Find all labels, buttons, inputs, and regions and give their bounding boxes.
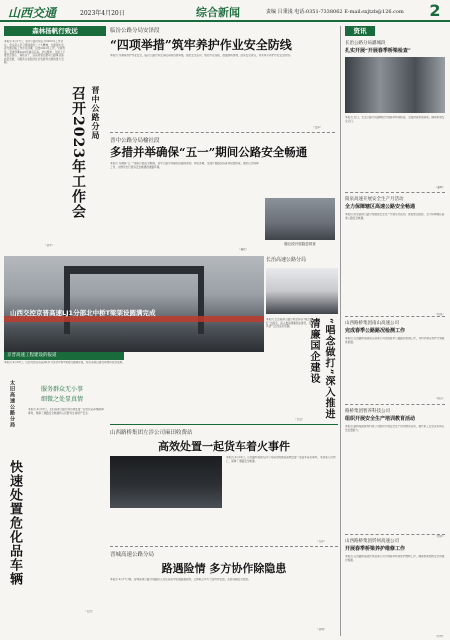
fire-truck-photo: [110, 456, 222, 508]
divider: [345, 404, 445, 405]
brief-source: （忻州）: [434, 635, 445, 638]
issue-date: 2023年4月20日: [80, 10, 125, 17]
brief-subtitle: 开展春季桥梁养护维修工作: [345, 546, 406, 552]
story-tag: 晋中公路分局榆社段: [110, 138, 160, 144]
left-top-story: [4, 26, 106, 252]
story-byline-vertical: 晋中公路分局: [91, 86, 101, 140]
brief-source: （智养）: [434, 535, 445, 538]
story-headline: “四项举措”筑牢养护作业安全防线: [110, 38, 292, 52]
brief-source: （潞城）: [434, 186, 445, 189]
story-kicker: 细微之处显真情: [40, 396, 83, 403]
story-tag: 晋城高速公路分局: [110, 552, 155, 558]
brief-photo: [345, 57, 445, 113]
story-headline: “唱念做打”深入推进清廉国企建设: [308, 318, 334, 420]
divider: [345, 316, 445, 317]
story-source: （长治）: [294, 418, 305, 421]
gantry-beam: [64, 266, 204, 274]
middle-story: [110, 136, 335, 254]
brief-title: 阳泉高速开展安全生产月活动: [345, 197, 404, 202]
photo-overlay-text: 山西交控京晋高速LJ1分部北中桥T梁架设圆满完成: [10, 309, 156, 317]
middle-top-story: [110, 26, 335, 131]
bottom-story-1: [110, 424, 338, 544]
brief-title: 路桥集团智养科技公司: [345, 409, 390, 414]
brief-body: 本报讯 山西路桥集团忻州高速公司开展春季桥梁养护维修工作，确保桥梁结构安全和通行畅通。: [345, 555, 445, 562]
divider: [110, 424, 338, 425]
brief-body: 本报讯 山西路桥集团南山高速公司完成春季公路路况检测工作，为科学制定养护计划提供依据。: [345, 337, 445, 344]
brief-item: [345, 320, 445, 401]
story-tag: 长治高速公路分局: [266, 257, 307, 263]
story-tag: 太旧高速公路分局: [9, 380, 15, 428]
center-column-story: [266, 256, 338, 424]
story-kicker: 服务群众无小事: [40, 386, 83, 393]
divider: [345, 192, 445, 193]
bridge-photo: [4, 256, 264, 352]
story-headline: 快速处置危化品车辆: [7, 460, 22, 586]
brief-item: [345, 40, 445, 190]
divider: [110, 132, 335, 133]
story-source: （左涉）: [316, 540, 327, 543]
brief-subtitle: 组织开展安全生产培训教育活动: [345, 416, 416, 422]
left-bottom-story: [4, 380, 106, 636]
brief-source: （南山）: [434, 397, 445, 400]
bottom-story-2: [110, 546, 338, 636]
big-photo-block: [4, 256, 264, 370]
divider: [110, 546, 338, 547]
gantry-leg: [198, 274, 204, 334]
photo-body: 本报讯 4月18日，山西交控京晋高速LJ1分部北中桥T梁架设圆满完成，标志着项目建设取得阶段性成果。: [4, 361, 125, 364]
section-title: 综合新闻: [196, 6, 240, 19]
masthead: [0, 0, 450, 22]
masthead-rule: [0, 20, 450, 22]
story-body: 本报讯 4月17日晚，晋城高速公路分局路政人员在巡查中发现路面险情，立即联合多方力量协作处置，及时消除安全隐患。: [110, 578, 251, 581]
brief-body: 本报讯 近日，长治公路分局潞城段开展春季桥梁检查，全面排查桥梁病害，确保桥梁安全运行。: [345, 116, 445, 123]
inline-photo: [265, 198, 335, 240]
story-headline: 高效处置一起货车着火事件: [158, 440, 290, 453]
story-body: 本报讯 4月16日，太旧高速公路分局迅速处置一起危化品车辆故障事件，保障了道路安全畅通和人民群众生命财产安全。: [28, 408, 104, 415]
brief-subtitle: 扎实开展“开展春季桥梁检查”: [345, 48, 411, 54]
brief-subtitle: 全力保障辖区高速公路安全畅通: [345, 204, 416, 210]
photo-note: 京晋高速工程建设的报道: [4, 352, 124, 360]
meeting-photo: [266, 268, 338, 314]
brief-body: 本报讯 阳泉高速公路分局围绕安全生产开展系列活动，排查整治隐患，全力保障辖区高速公路安全畅通。: [345, 213, 445, 220]
story-tag: 山西路桥集团左涉公司麻田收费站: [110, 430, 193, 436]
story-headline: 多措并举确保“五一”期间公路安全畅通: [110, 145, 308, 159]
brief-item: [345, 538, 445, 639]
brief-title: 山西路桥集团南山高速公司: [345, 321, 399, 326]
story-body: 本报讯 4月19日，山西路桥集团左涉公司麻田收费站高效处置一起货车着火事件，未造成人员伤亡，保障了道路安全畅通。: [226, 456, 336, 463]
photo-caption: 榆社段开展隐患排查: [284, 242, 316, 246]
story-body: 本报讯 长治高速公路分局坚持以“唱念做打”为抓手，深入推进清廉国企建设，营造风清气正的良好氛围。: [266, 318, 315, 328]
story-headline: 召开2023年工作会: [70, 86, 86, 219]
story-body: 本报讯 4月17日，晋中公路分局召开2023年工作会议。会议深入学习贯彻党的二十大精神，全面落实全省交通运输工作会议部署，总结2022年工作，分析形势，安排部署2023年重点任务。会议要求，全局上下要坚定信心、真抓实干，以奋进姿态推动公路事业高质量发展，为服务全省经济社会发展作出新的更大贡献。: [4, 40, 66, 64]
story-source: （晋中）: [44, 244, 55, 247]
brief-title: 长治公路分局潞城段: [345, 41, 386, 46]
story-body: 本报讯 为确保“五一”期间公路安全畅通，晋中公路分局榆社段提前谋划、周密部署，全面开展路况巡查和隐患排查，做好应急保障工作，为群众出行营造安全畅通的道路环境。: [110, 162, 259, 169]
column-header: 资讯: [345, 26, 375, 36]
editor-info: 责编 吕秉浅 电话:0351-7338062 E-mail:sxjtzb@126.com: [266, 9, 404, 15]
divider: [345, 534, 445, 535]
brief-title: 山西路桥集团忻州高速公司: [345, 539, 399, 544]
newspaper-logo: 山西交通: [8, 6, 57, 20]
brief-item: [345, 408, 445, 539]
story-source: （太旧）: [84, 610, 95, 613]
brief-subtitle: 完成春季公路路况检测工作: [345, 328, 406, 334]
story-source: （晋城）: [316, 628, 327, 631]
brief-body: 本报讯 路桥集团智养科技公司组织开展安全生产培训教育活动，提升职工安全意识和应急处置能力。: [345, 425, 445, 432]
story-tag: 临汾公路分局安泽段: [110, 28, 160, 34]
story-source: （安泽）: [312, 126, 323, 129]
brief-item: [345, 196, 445, 317]
story-headline: 路遇险情 多方协作除隐患: [161, 562, 287, 575]
page-number: 2: [429, 1, 441, 20]
gantry-leg: [64, 274, 70, 334]
news-brief-column: [340, 26, 446, 636]
brief-source: （阳泉）: [434, 313, 445, 316]
story-kicker: 森林扬帆行致远: [4, 26, 106, 36]
story-body: 本报讯 为确保养护作业安全，临汾公路分局安泽段采取四项举措，强化安全意识，规范作业流程，加强现场管理，落实安全责任，切实筑牢养护作业安全防线。: [110, 54, 293, 57]
story-source: （榆社）: [238, 248, 249, 251]
